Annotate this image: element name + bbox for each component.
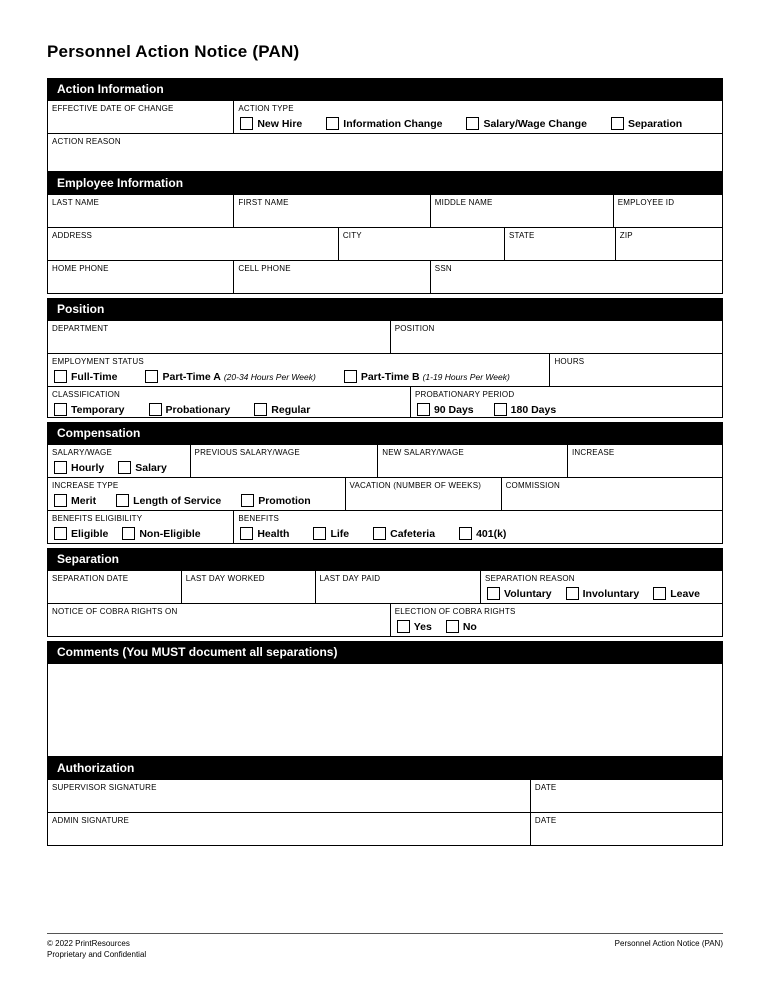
checkbox-label: Leave: [670, 587, 701, 600]
footer-divider: [47, 933, 723, 934]
checkbox-icon[interactable]: [241, 494, 254, 507]
checkbox-label: No: [462, 620, 477, 633]
department-label: DEPARTMENT: [52, 324, 109, 333]
checkbox-icon[interactable]: [240, 527, 253, 540]
employee-id-field[interactable]: [614, 195, 722, 227]
zip-field[interactable]: [616, 228, 722, 260]
classification-cell: [48, 387, 411, 417]
part-time-b-note: (1-19 Hours Per Week): [422, 371, 510, 382]
checkbox-icon[interactable]: [116, 494, 129, 507]
salary-wage-options: [48, 457, 190, 474]
checkbox-label: Health: [257, 527, 290, 540]
checkbox-icon[interactable]: [566, 587, 579, 600]
checkbox-180-days[interactable]: [494, 403, 557, 416]
section-header-position: Position: [47, 298, 723, 321]
page-title: Personnel Action Notice (PAN): [47, 42, 300, 61]
vacation-field[interactable]: [346, 478, 502, 510]
increase-type-options: [48, 490, 345, 507]
classification-label: CLASSIFICATION: [52, 390, 120, 399]
checkbox-cobra-yes[interactable]: [397, 620, 432, 633]
checkbox-icon[interactable]: [397, 620, 410, 633]
benefits-eligibility-options: [48, 523, 233, 540]
home-phone-field[interactable]: [48, 261, 234, 293]
vacation-label: VACATION (NUMBER OF WEEKS): [349, 481, 482, 490]
probationary-period-options: [411, 399, 722, 416]
middle-name-label: MIDDLE NAME: [434, 198, 493, 207]
separation-reason-cell: [481, 571, 722, 603]
compensation-row-1: [48, 445, 722, 478]
section-compensation: [47, 422, 723, 544]
checkbox-icon[interactable]: [254, 403, 267, 416]
previous-salary-field[interactable]: [191, 445, 379, 477]
benefits-eligibility-label: BENEFITS ELIGIBILITY: [52, 514, 143, 523]
checkbox-label: Length of Service: [133, 494, 222, 507]
authorization-body: [47, 780, 723, 846]
last-name-label: LAST NAME: [52, 198, 99, 207]
zip-label: ZIP: [619, 231, 633, 240]
benefits-eligibility-cell: [48, 511, 234, 543]
increase-field[interactable]: [568, 445, 722, 477]
probationary-period-cell: [411, 387, 722, 417]
checkbox-icon[interactable]: [459, 527, 472, 540]
separation-body: [47, 571, 723, 637]
checkbox-icon[interactable]: [149, 403, 162, 416]
checkbox-non-eligible[interactable]: [122, 527, 200, 540]
salary-wage-label: SALARY/WAGE: [52, 448, 112, 457]
last-name-field[interactable]: [48, 195, 234, 227]
action-reason-field[interactable]: [48, 134, 722, 171]
checkbox-icon[interactable]: [446, 620, 459, 633]
checkbox-label: Information Change: [343, 117, 443, 130]
section-header-compensation: Compensation: [47, 422, 723, 445]
cobra-election-options: [391, 616, 722, 633]
checkbox-part-time-b[interactable]: [344, 370, 510, 383]
checkbox-label: Part-Time A: [162, 370, 221, 383]
section-header-separation: Separation: [47, 548, 723, 571]
checkbox-icon[interactable]: [54, 527, 67, 540]
checkbox-icon[interactable]: [54, 494, 67, 507]
checkbox-temporary[interactable]: [54, 403, 125, 416]
address-label: ADDRESS: [52, 231, 93, 240]
compensation-row-2: [48, 478, 722, 511]
position-row-1: [48, 321, 722, 354]
footer-confidential: Proprietary and Confidential: [47, 950, 147, 959]
previous-salary-label: PREVIOUS SALARY/WAGE: [194, 448, 300, 457]
checkbox-label: Separation: [627, 117, 683, 130]
action-reason-label: ACTION REASON: [52, 137, 121, 146]
supervisor-date-label: DATE: [534, 783, 557, 792]
action-information-body: [47, 101, 723, 172]
home-phone-label: HOME PHONE: [52, 264, 109, 273]
probationary-period-label: PROBATIONARY PERIOD: [414, 390, 515, 399]
position-body: [47, 321, 723, 418]
supervisor-date-field[interactable]: [531, 780, 722, 812]
checkbox-90-days[interactable]: [417, 403, 474, 416]
supervisor-signature-field[interactable]: [48, 780, 531, 812]
section-comments: [47, 641, 723, 757]
cobra-notice-field[interactable]: [48, 604, 391, 636]
commission-label: COMMISSION: [505, 481, 561, 490]
checkbox-involuntary[interactable]: [566, 587, 640, 600]
position-row-3: [48, 387, 722, 417]
section-authorization: [47, 757, 723, 846]
checkbox-label: Part-Time B: [360, 370, 420, 383]
separation-row-2: [48, 604, 722, 636]
checkbox-label: 180 Days: [510, 403, 557, 416]
checkbox-icon[interactable]: [54, 461, 67, 474]
last-day-paid-label: LAST DAY PAID: [319, 574, 381, 583]
state-field[interactable]: [505, 228, 616, 260]
checkbox-icon[interactable]: [240, 117, 253, 130]
pan-form: [47, 42, 723, 846]
cell-phone-field[interactable]: [234, 261, 430, 293]
increase-type-cell: [48, 478, 346, 510]
employment-status-options: [48, 366, 549, 383]
checkbox-label: Yes: [413, 620, 432, 633]
checkbox-icon[interactable]: [653, 587, 666, 600]
section-header-authorization: Authorization: [47, 757, 723, 780]
compensation-row-3: [48, 511, 722, 543]
ssn-field[interactable]: [431, 261, 722, 293]
admin-signature-field[interactable]: [48, 813, 531, 845]
footer-left: [47, 938, 146, 960]
checkbox-label: Eligible: [71, 527, 109, 540]
ssn-label: SSN: [434, 264, 452, 273]
checkbox-part-time-a[interactable]: [145, 370, 315, 383]
state-label: STATE: [508, 231, 535, 240]
checkbox-information-change[interactable]: [326, 117, 442, 130]
department-field[interactable]: [48, 321, 391, 353]
checkbox-label: New Hire: [257, 117, 303, 130]
supervisor-signature-label: SUPERVISOR SIGNATURE: [52, 783, 157, 792]
section-employee-information: [47, 172, 723, 294]
authorization-row-1: [48, 780, 722, 813]
checkbox-label: Hourly: [71, 461, 105, 474]
checkbox-probationary[interactable]: [149, 403, 231, 416]
section-action-information: [47, 78, 723, 172]
authorization-row-2: [48, 813, 722, 845]
checkbox-cafeteria[interactable]: [373, 527, 435, 540]
section-separation: [47, 548, 723, 637]
employee-information-body: [47, 195, 723, 294]
separation-date-field[interactable]: [48, 571, 182, 603]
increase-type-label: INCREASE TYPE: [52, 481, 119, 490]
section-header-employee-information: Employee Information: [47, 172, 723, 195]
checkbox-icon[interactable]: [145, 370, 158, 383]
admin-signature-label: ADMIN SIGNATURE: [52, 816, 130, 825]
checkbox-icon[interactable]: [417, 403, 430, 416]
checkbox-length-of-service[interactable]: [116, 494, 221, 507]
checkbox-icon[interactable]: [54, 370, 67, 383]
new-salary-field[interactable]: [378, 445, 568, 477]
action-type-cell: [234, 101, 722, 133]
section-header-action-information: Action Information: [47, 78, 723, 101]
hours-label: HOURS: [554, 357, 585, 366]
checkbox-icon[interactable]: [326, 117, 339, 130]
checkbox-leave[interactable]: [653, 587, 700, 600]
checkbox-voluntary[interactable]: [487, 587, 552, 600]
checkbox-label: Non-Eligible: [139, 527, 201, 540]
checkbox-401k[interactable]: [459, 527, 506, 540]
first-name-label: FIRST NAME: [238, 198, 289, 207]
employment-status-label: EMPLOYMENT STATUS: [52, 357, 144, 366]
separation-reason-options: [481, 583, 722, 600]
checkbox-label: Life: [330, 527, 350, 540]
last-day-worked-field[interactable]: [182, 571, 316, 603]
comments-field[interactable]: [47, 664, 723, 757]
cobra-election-cell: [391, 604, 722, 636]
footer-copyright: © 2022 PrintResources: [47, 939, 130, 948]
section-header-comments: Comments (You MUST document all separations): [47, 641, 723, 664]
position-row-2: [48, 354, 722, 387]
footer-row: [47, 938, 723, 960]
salary-wage-cell: [48, 445, 191, 477]
benefits-options: [234, 523, 722, 540]
checkbox-eligible[interactable]: [54, 527, 108, 540]
checkbox-icon[interactable]: [118, 461, 131, 474]
compensation-body: [47, 445, 723, 544]
position-label: POSITION: [394, 324, 435, 333]
action-row-2: [48, 134, 722, 171]
checkbox-icon[interactable]: [466, 117, 479, 130]
cell-phone-label: CELL PHONE: [238, 264, 291, 273]
checkbox-full-time[interactable]: [54, 370, 117, 383]
checkbox-salary-wage-change[interactable]: [466, 117, 586, 130]
cobra-notice-label: NOTICE OF COBRA RIGHTS ON: [52, 607, 178, 616]
checkbox-icon[interactable]: [122, 527, 135, 540]
checkbox-icon[interactable]: [344, 370, 357, 383]
checkbox-icon[interactable]: [487, 587, 500, 600]
action-row-1: [48, 101, 722, 134]
cobra-election-label: ELECTION OF COBRA RIGHTS: [394, 607, 516, 616]
checkbox-salary[interactable]: [118, 461, 167, 474]
checkbox-new-hire[interactable]: [240, 117, 302, 130]
checkbox-label: 90 Days: [433, 403, 474, 416]
footer-doc-name: Personnel Action Notice (PAN): [614, 939, 723, 948]
address-field[interactable]: [48, 228, 339, 260]
checkbox-cobra-no[interactable]: [446, 620, 477, 633]
admin-date-label: DATE: [534, 816, 557, 825]
middle-name-field[interactable]: [431, 195, 614, 227]
benefits-label: BENEFITS: [238, 514, 280, 523]
new-salary-label: NEW SALARY/WAGE: [382, 448, 464, 457]
part-time-a-note: (20-34 Hours Per Week): [223, 371, 316, 382]
employee-row-3: [48, 261, 722, 293]
commission-field[interactable]: [502, 478, 722, 510]
checkbox-label: Merit: [71, 494, 97, 507]
admin-date-field[interactable]: [531, 813, 722, 845]
checkbox-label: Involuntary: [582, 587, 640, 600]
employee-row-2: [48, 228, 722, 261]
last-day-worked-label: LAST DAY WORKED: [185, 574, 265, 583]
separation-row-1: [48, 571, 722, 604]
checkbox-icon[interactable]: [494, 403, 507, 416]
checkbox-label: Promotion: [258, 494, 311, 507]
benefits-cell: [234, 511, 722, 543]
classification-options: [48, 399, 410, 416]
city-label: CITY: [342, 231, 362, 240]
increase-label: INCREASE: [571, 448, 615, 457]
checkbox-icon[interactable]: [373, 527, 386, 540]
checkbox-label: 401(k): [476, 527, 507, 540]
first-name-field[interactable]: [234, 195, 430, 227]
last-day-paid-field[interactable]: [316, 571, 481, 603]
employee-id-label: EMPLOYEE ID: [617, 198, 675, 207]
checkbox-hourly[interactable]: [54, 461, 104, 474]
checkbox-icon[interactable]: [54, 403, 67, 416]
checkbox-label: Cafeteria: [390, 527, 436, 540]
checkbox-label: Probationary: [165, 403, 231, 416]
checkbox-health[interactable]: [240, 527, 289, 540]
section-position: [47, 298, 723, 418]
page-footer: [47, 933, 723, 960]
checkbox-icon[interactable]: [313, 527, 326, 540]
action-type-options: [234, 113, 722, 130]
checkbox-life[interactable]: [313, 527, 349, 540]
checkbox-label: Full-Time: [71, 370, 118, 383]
checkbox-icon[interactable]: [611, 117, 624, 130]
position-field[interactable]: [391, 321, 722, 353]
city-field[interactable]: [339, 228, 505, 260]
separation-date-label: SEPARATION DATE: [52, 574, 129, 583]
checkbox-label: Regular: [271, 403, 311, 416]
checkbox-separation[interactable]: [611, 117, 682, 130]
employee-row-1: [48, 195, 722, 228]
checkbox-regular[interactable]: [254, 403, 310, 416]
checkbox-promotion[interactable]: [241, 494, 311, 507]
checkbox-merit[interactable]: [54, 494, 96, 507]
effective-date-field[interactable]: [48, 101, 234, 133]
action-type-label: ACTION TYPE: [238, 104, 294, 113]
employment-status-cell: [48, 354, 550, 386]
checkbox-label: Temporary: [71, 403, 125, 416]
checkbox-label: Voluntary: [503, 587, 552, 600]
checkbox-label: Salary/Wage Change: [483, 117, 587, 130]
checkbox-label: Salary: [135, 461, 167, 474]
hours-field[interactable]: [550, 354, 722, 386]
effective-date-label: EFFECTIVE DATE OF CHANGE: [52, 104, 174, 113]
separation-reason-label: SEPARATION REASON: [484, 574, 575, 583]
